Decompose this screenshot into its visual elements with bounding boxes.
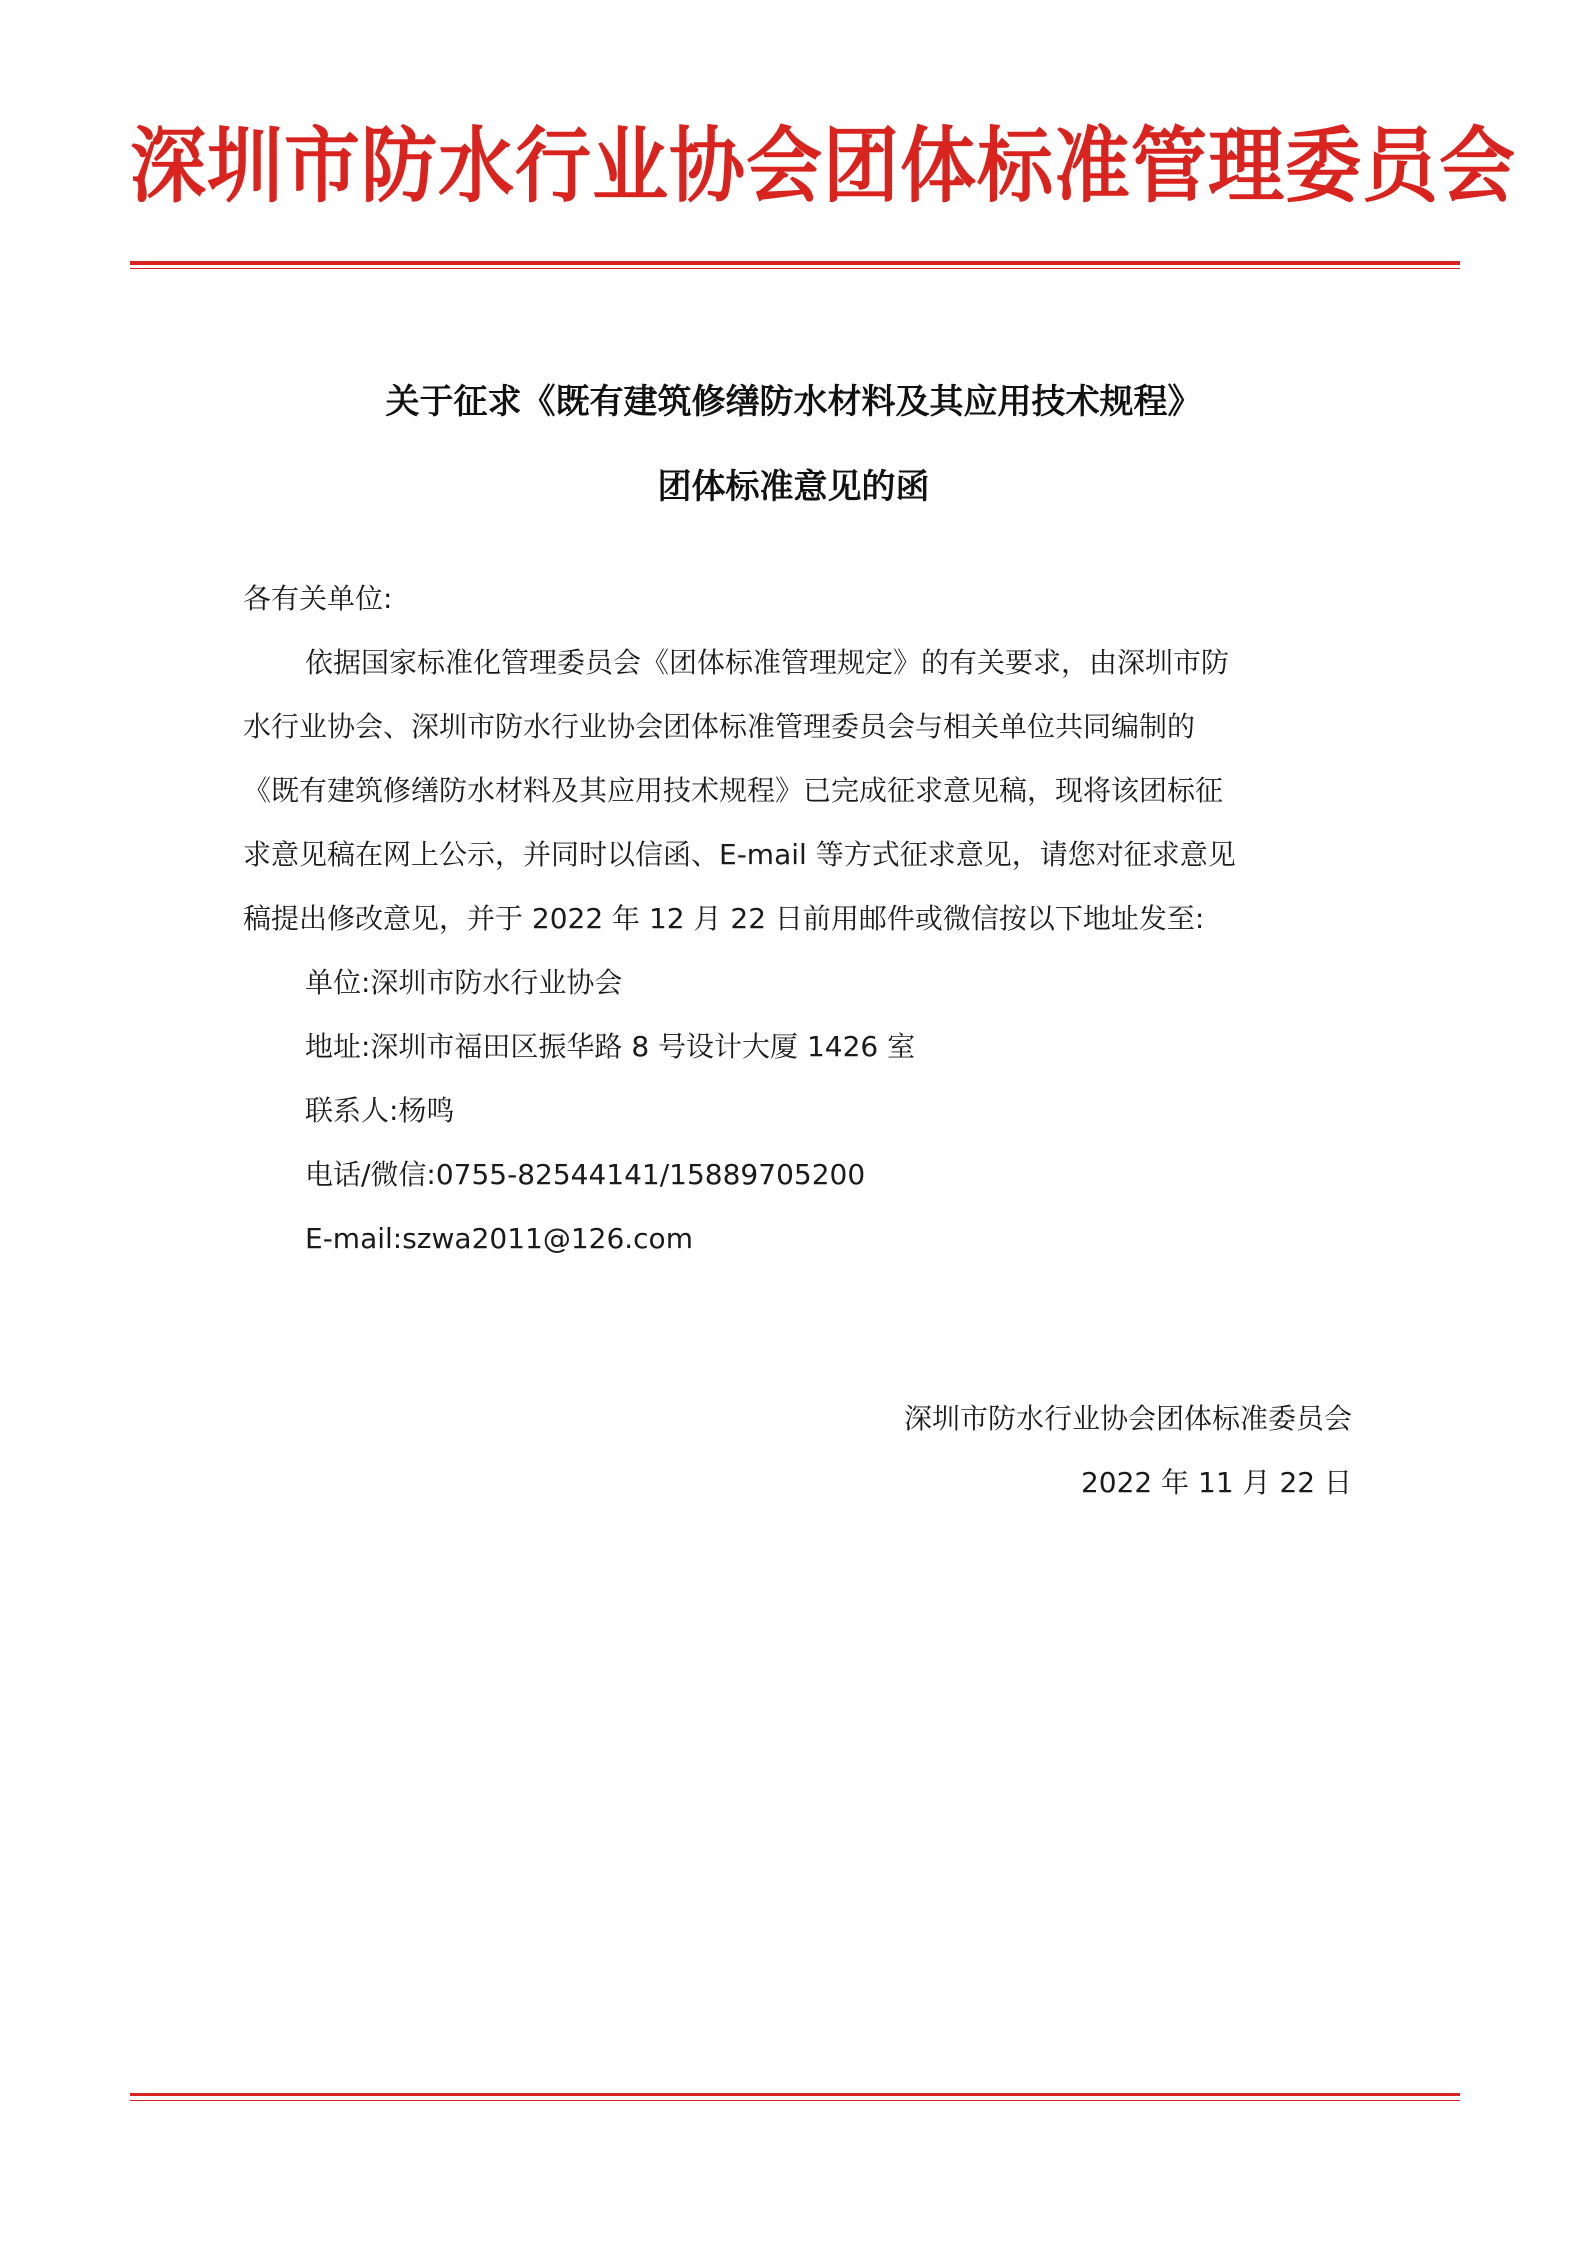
- footer-rule-thick: [130, 2093, 1460, 2096]
- signature-date: 2022 年 11 月 22 日: [1080, 1466, 1352, 1499]
- contact-email[interactable]: E-mail:szwa2011@126.com: [305, 1222, 693, 1255]
- signature-org: 深圳市防水行业协会团体标准委员会: [903, 1402, 1352, 1435]
- paragraph-line: 依据国家标准化管理委员会《团体标准管理规定》的有关要求，由深圳市防: [305, 646, 1230, 679]
- footer-rule-thin: [130, 2100, 1460, 2101]
- letterhead-title: 深圳市防水行业协会团体标准管理委员会: [130, 117, 1516, 214]
- paragraph-line: 稿提出修改意见，并于 2022 年 12 月 22 日前用邮件或微信按以下地址发至:: [243, 902, 1205, 935]
- contact-address: 地址:深圳市福田区振华路 8 号设计大厦 1426 室: [305, 1030, 916, 1063]
- document-title-line-2: 团体标准意见的函: [657, 467, 930, 507]
- contact-person: 联系人:杨鸣: [305, 1094, 455, 1127]
- paragraph-line: 求意见稿在网上公示，并同时以信函、E-mail 等方式征求意见，请您对征求意见: [243, 838, 1236, 871]
- letterhead-rule-thick: [130, 261, 1460, 265]
- letterhead-rule-thin: [130, 268, 1460, 269]
- document-title-line-1: 关于征求《既有建筑修缮防水材料及其应用技术规程》: [385, 382, 1202, 422]
- salutation: 各有关单位:: [243, 582, 393, 615]
- paragraph-line: 《既有建筑修缮防水材料及其应用技术规程》已完成征求意见稿，现将该团标征: [243, 774, 1224, 807]
- contact-phone: 电话/微信:0755-82544141/15889705200: [305, 1158, 866, 1191]
- paragraph-line: 水行业协会、深圳市防水行业协会团体标准管理委员会与相关单位共同编制的: [243, 710, 1196, 743]
- contact-unit: 单位:深圳市防水行业协会: [305, 966, 623, 999]
